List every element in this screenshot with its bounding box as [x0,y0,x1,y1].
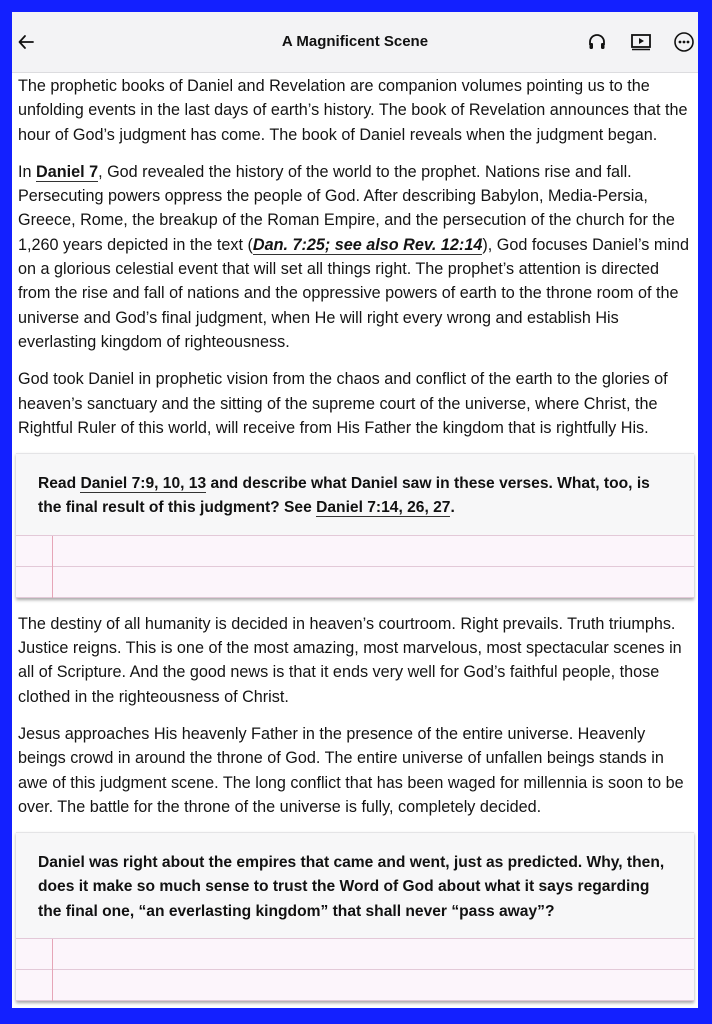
paragraph-2-mid: , God revealed the history of the world to the prophet. Nations rise and fall. Persecuting powers oppress the people of God. After describing Babylon, Media-Persia, Greece, Rome, the breakup of the Roman Empire, and the persecution of the church for the 1,260 years depicted in the text [18,162,675,254]
arrow-left-icon [17,33,35,51]
paragraph-3: God took Daniel in prophetic vision from the chaos and conflict of the earth to the glories of heaven’s sanctuary and the sitting of the supreme court of the universe, where Christ, the Rightful Ruler of this world, will receive from His Father the kingdom that is rightfully His. [18,370,668,437]
question-1-text [16,454,694,535]
bible-ref-daniel-7-14[interactable]: Daniel 7:14, 26, 27 [316,499,451,517]
question-2-text: Daniel was right about the empires that came and went, just as predicted. Why, then, does it make so much sense to trust the Word of God about what it says regarding the final one, “an everlasting kingdom” that shall never “pass away”? [38,854,665,920]
question-card-2 [16,832,694,1001]
answer-margin-line [52,536,53,598]
page-title: A Magnificent Scene [281,33,429,50]
paragraph-2-close-paren: ) [482,235,488,254]
top-bar [12,12,698,73]
paragraph-4: The destiny of all humanity is decided in heaven’s courtroom. Right prevails. Truth triumphs. Justice reigns. This is one of the most amazing, most marvelous, most spectacular scenes in all of Scripture. And the good news is that it ends very well for God’s faithful people, those clothed in the righteousness of Christ. [18,614,682,706]
more-horizontal-icon [673,31,695,53]
answer-field-1[interactable] [16,535,694,598]
answer-line[interactable] [16,536,694,567]
app-window [12,12,698,1008]
question-1-mid: and describe what Daniel saw in these verses. What, too, is the final result of this judgment? See [38,475,650,517]
answer-margin-line [52,939,53,1001]
paragraph-2-pre: In [18,162,36,181]
video-button[interactable] [627,28,655,56]
question-1-pre: Read [38,475,81,493]
paragraph-2-open-paren: ( [247,235,253,254]
answer-line[interactable] [16,939,694,970]
answer-line[interactable] [16,567,694,598]
bible-ref-daniel-7[interactable]: Daniel 7 [36,162,99,181]
lesson-content [12,72,698,1008]
paragraph-1: The prophetic books of Daniel and Revelation are companion volumes pointing us to the unfolding events in the last days of earth’s history. The book of Revelation announces that the hour of God’s judgment has come. The book of Daniel reveals when the judgment began. [18,77,688,144]
question-1-post: . [450,499,455,517]
bible-ref-daniel-7-9[interactable]: Daniel 7:9, 10, 13 [80,475,207,493]
answer-line[interactable] [16,970,694,1001]
back-button[interactable] [12,28,40,56]
paragraph-2 [12,160,698,354]
paragraph-2-post: , God focuses Daniel’s mind on a glorious celestial event that will set all things right. The prophet’s attention is directed from the rise and fall of nations and the oppressive powers of earth to the throne room of the universe and God’s final judgment, when He will right every wrong and establish His everlasting kingdom of righteousness. [18,235,689,351]
more-button[interactable] [670,28,698,56]
answer-field-2[interactable] [16,938,694,1001]
question-card-1 [16,453,694,598]
audio-button[interactable] [583,28,611,56]
play-screen-icon [630,32,652,52]
paragraph-5: Jesus approaches His heavenly Father in the presence of the entire universe. Heavenly beings crowd in around the throne of God. The entire universe of unfallen beings stands in awe of this judgment scene. The long conflict that has been waged for millennia is soon to be over. The battle for the throne of the universe is fully, completely decided. [18,724,684,816]
bible-ref-dan-7-25[interactable]: Dan. 7:25; see also Rev. 12:14 [252,235,483,254]
headphones-icon [587,32,607,52]
